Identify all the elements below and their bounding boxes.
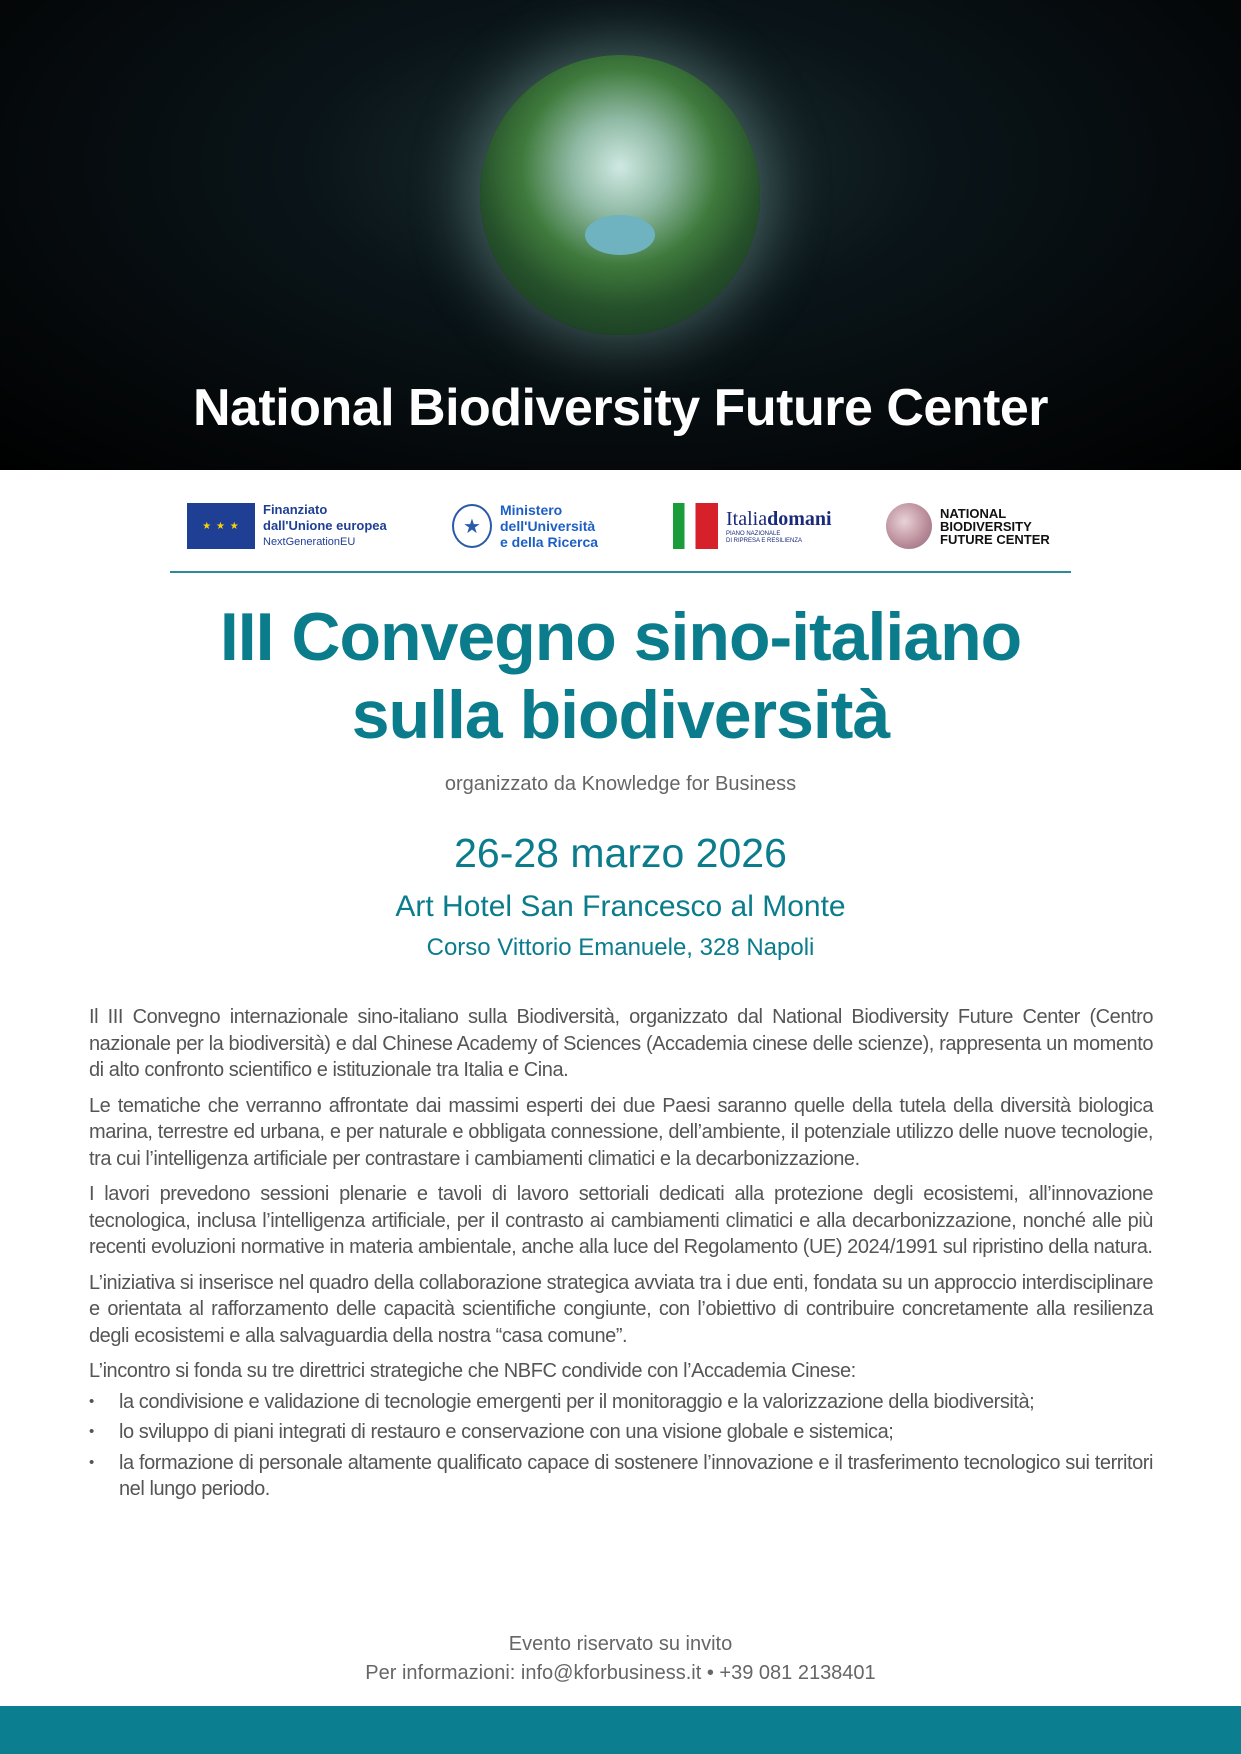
italiadomani-sub2: DI RIPRESA E RESILIENZA [726,537,803,544]
event-date: 26-28 marzo 2026 [454,830,787,876]
event-address: Corso Vittorio Emanuele, 328 Napoli [426,934,815,961]
header-title: National Biodiversity Future Center [192,379,1049,437]
organizer: organizzato da Knowledge for Business [444,773,797,795]
mur-line3: e della Ricerca [500,534,599,550]
list-item: • la condivisione e validazione di tecnologie emergenti per il monitoraggio e la valorizzazione della biodiversità; [89,1389,1153,1416]
paragraph: Le tematiche che verranno affrontate dai massimi esperti dei due Paesi saranno quelle della tutela della diversità biologica marina, terrestre ed urbana, e per naturale e obbligata connessione, dell’ambiente, il potenziale utilizzo delle nuove tecnologie, tra cui l’intelligenza artificiale per contrastare i cambiamenti climatici e la decarbonizzazione. [89,1094,1153,1170]
nbfc-line2: BIODIVERSITY [940,518,1032,534]
eu-logo-line2: dall'Unione europea [263,518,387,533]
biodiversity-globe-image [480,55,760,335]
eu-logo-line3: NextGenerationEU [263,536,356,548]
bullet-list [89,1389,1153,1503]
nbfc-logo [886,500,1050,552]
eu-flag-icon: ★ ★ ★ [187,503,255,549]
italiadomani-name-a: Italia [726,507,768,530]
event-description [89,1004,1153,1507]
paragraph: I lavori prevedono sessioni plenarie e tavoli di lavoro settoriali dedicati alla protezione degli ecosistemi, all’innovazione tecnologica, inclusa l’intelligenza artificiale, per il contrasto ai cambiamenti climatici e alla decarbonizzazione, nonché alle più recenti evoluzioni normative in materia ambientale, anche alla luce del Regolamento (UE) 2024/1991 sul ripristino della natura. [89,1183,1153,1258]
eu-logo-line1: Finanziato [263,502,328,517]
mur-logo [452,500,598,552]
mur-line2: dell'Università [500,518,596,534]
lake-image [585,215,655,255]
paragraph: Il III Convegno internazionale sino-italiano sulla Biodiversità, organizzato dal National Biodiversity Future Center (Centro nazionale per la biodiversità) e dal Chinese Academy of Sciences (Accademia cinese delle scienze), rappresenta un momento di alto confronto scientifico e istituzionale tra Italia e Cina. [89,1006,1153,1081]
event-venue: Art Hotel San Francesco al Monte [395,890,846,923]
contact-info: Per informazioni: info@kforbusiness.it • +39 081 2138401 [365,1662,876,1684]
paragraph: L’iniziativa si inserisce nel quadro della collaborazione strategica avviata tra i due enti, fondata su un approccio interdisciplinare e orientata al rafforzamento delle capacità scientifiche congiunte, con l’obiettivo di contribuire concretamente alla resilienza degli ecosistemi e alla salvaguardia della nostra “casa comune”. [89,1271,1153,1347]
event-title-line1: III Convegno sino-italiano [219,599,1022,675]
partner-logos [0,500,1241,552]
hero-banner [0,0,1241,470]
event-title [0,598,1241,754]
eu-logo [187,500,387,552]
divider [170,571,1071,573]
list-item: • la formazione di personale altamente qualificato capace di sostenere l’innovazione e il trasferimento tecnologico sui territori nel lungo periodo. [89,1450,1153,1503]
italiadomani-sub1: PIANO NAZIONALE [726,530,781,537]
paragraph: L’incontro si fonda su tre direttrici strategiche che NBFC condivide con l’Accademia Cinese: [89,1360,856,1382]
nbfc-line3: FUTURE CENTER [940,531,1050,547]
italy-flag-icon [662,503,718,549]
nbfc-line1: NATIONAL [940,505,1007,521]
italiadomani-logo [662,500,832,552]
invite-note: Evento riservato su invito [508,1633,733,1655]
mur-line1: Ministero [500,502,563,518]
footer-bar [0,1706,1241,1754]
nbfc-sphere-icon [886,503,932,549]
event-title-line2: sulla biodiversità [351,677,890,753]
italian-emblem-icon: ★ [452,504,492,548]
list-item: • lo sviluppo di piani integrati di restauro e conservazione con una visione globale e sistemica; [89,1419,1153,1446]
italiadomani-name-b: domani [767,507,832,530]
